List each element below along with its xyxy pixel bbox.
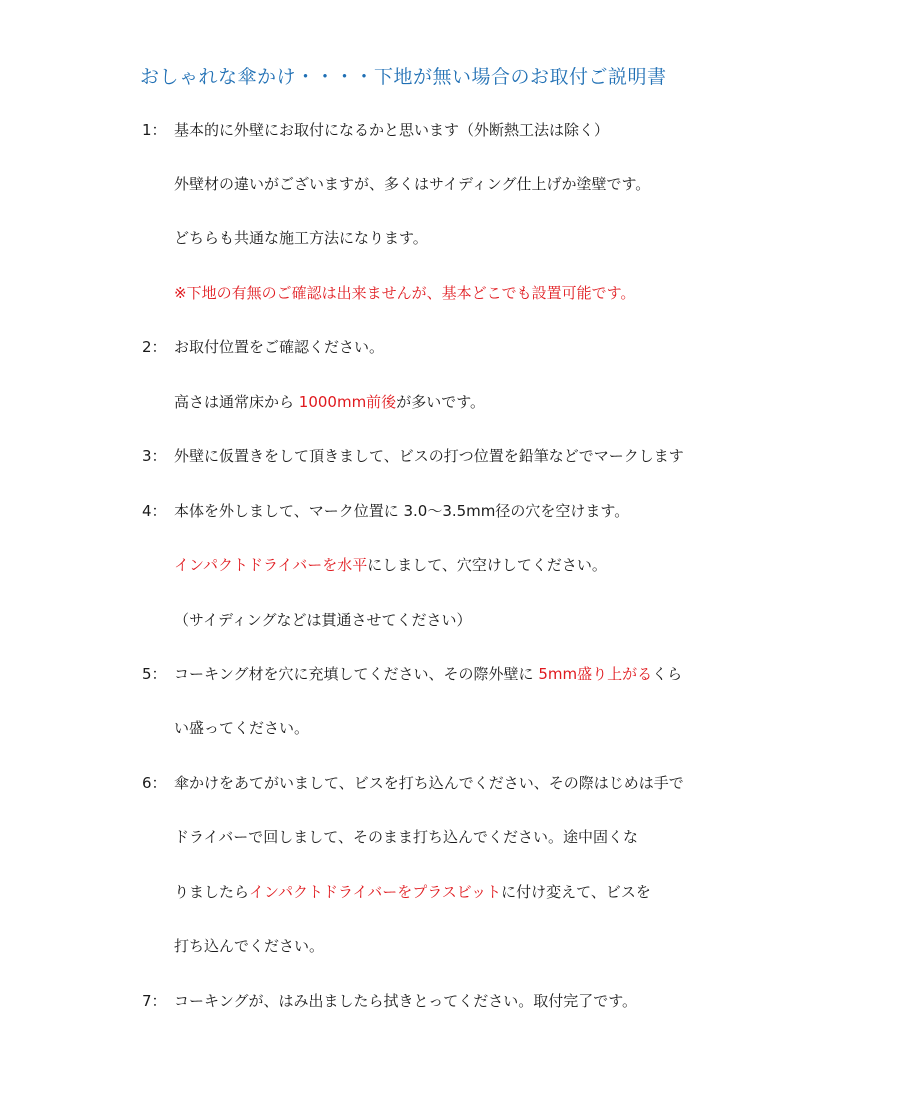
step-1-line-3 xyxy=(174,228,428,248)
step-text: い盛ってください。 xyxy=(174,719,310,737)
step-2-line-1 xyxy=(142,337,384,357)
step-text: 外壁材の違いがございますが、多くはサイディング仕上げか塗壁です。 xyxy=(174,175,651,193)
step-1-line-4 xyxy=(174,283,635,303)
step-6-line-3 xyxy=(174,882,651,902)
step-3-line-1 xyxy=(142,446,684,466)
highlight-text: インパクトドライバーを水平 xyxy=(174,556,368,574)
step-6-line-2 xyxy=(174,827,638,847)
step-4-line-2 xyxy=(174,555,607,575)
highlight-text: 1000mm前後 xyxy=(298,393,397,411)
step-text: 外壁に仮置きをして頂きまして、ビスの打つ位置を鉛筆などでマークします xyxy=(174,447,684,465)
step-text: 傘かけをあてがいまして、ビスを打ち込んでください、その際はじめは手で xyxy=(174,774,684,792)
step-text: 打ち込んでください。 xyxy=(174,937,325,955)
step-5-line-1 xyxy=(142,664,682,684)
highlight-text: ※下地の有無のご確認は出来ませんが、基本どこでも設置可能です。 xyxy=(174,284,636,302)
step-text: にしまして、穴空けしてください。 xyxy=(367,556,607,574)
step-number: 2： xyxy=(142,338,167,356)
step-text: コーキング材を穴に充填してください、その際外壁に xyxy=(174,665,539,683)
step-text: どちらも共通な施工方法になります。 xyxy=(174,229,428,247)
step-text: 本体を外しまして、マーク位置に 3.0～3.5mm径の穴を空けます。 xyxy=(174,502,630,520)
step-text: お取付位置をご確認ください。 xyxy=(174,338,385,356)
step-text: りましたら xyxy=(174,883,250,901)
step-number: 1： xyxy=(142,121,167,139)
step-number: 5： xyxy=(142,665,167,683)
step-number: 4： xyxy=(142,502,167,520)
highlight-text: インパクトドライバーをプラスビット xyxy=(249,883,502,901)
step-text: 基本的に外壁にお取付になるかと思います（外断熱工法は除く） xyxy=(174,121,610,139)
step-text: （サイディングなどは貫通させてください） xyxy=(174,611,472,629)
step-4-line-3 xyxy=(174,610,471,630)
step-number: 3： xyxy=(142,447,167,465)
highlight-text: 5mm盛り上がる xyxy=(538,665,653,683)
step-1-line-2 xyxy=(174,174,650,194)
step-text: 高さは通常床から xyxy=(174,393,299,411)
step-2-line-2 xyxy=(174,392,485,412)
step-text: が多いです。 xyxy=(396,393,485,411)
step-text: ドライバーで回しまして、そのまま打ち込んでください。途中固くな xyxy=(174,828,638,846)
step-7-line-1 xyxy=(142,991,637,1011)
step-6-line-4 xyxy=(174,936,324,956)
step-number: 7： xyxy=(142,992,167,1010)
step-text: コーキングが、はみ出ましたら拭きとってください。取付完了です。 xyxy=(174,992,638,1010)
step-5-line-2 xyxy=(174,718,309,738)
step-number: 6： xyxy=(142,774,167,792)
page-title: おしゃれな傘かけ・・・・下地が無い場合のお取付ご説明書 xyxy=(140,66,667,88)
step-text: くら xyxy=(652,665,683,683)
step-text: に付け変えて、ビスを xyxy=(501,883,651,901)
step-6-line-1 xyxy=(142,773,684,793)
step-4-line-1 xyxy=(142,501,629,521)
step-1-line-1 xyxy=(142,120,609,140)
